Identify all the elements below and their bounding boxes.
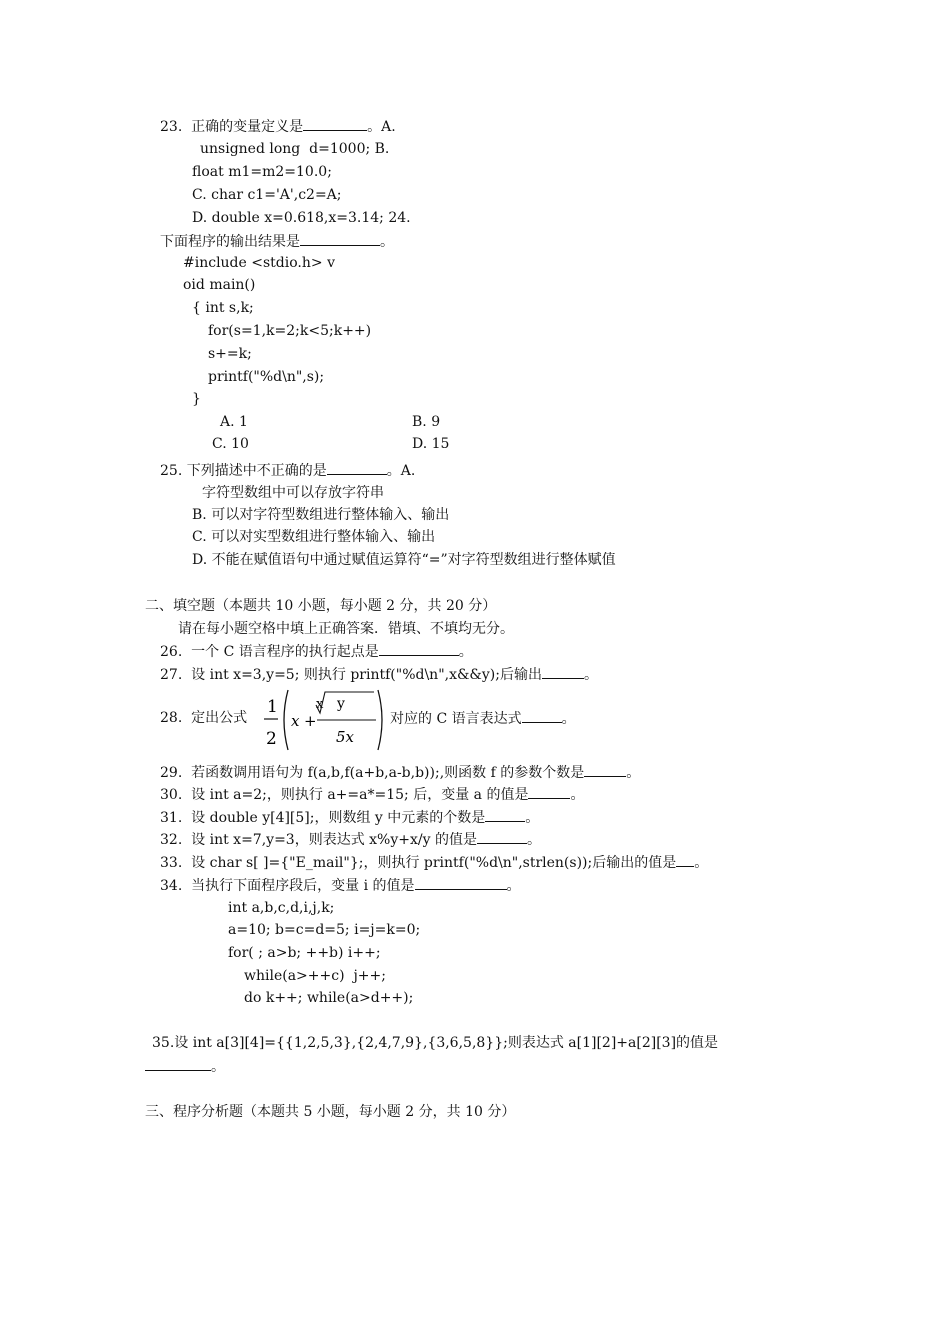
- q24-option-b: B. 9: [412, 414, 441, 430]
- q25-option-b: B. 可以对字符型数组进行整体输入、输出: [192, 507, 450, 523]
- formula-x: x: [291, 712, 300, 730]
- q23-option-c: C. char c1='A',c2=A;: [192, 187, 342, 203]
- answer-blank: [584, 762, 626, 777]
- q34-stem: 34. 当执行下面程序段后，变量 i 的值是 。: [160, 875, 521, 896]
- section-2-instructions: 请在每小题空格中填上正确答案．错填、不填均无分。: [178, 621, 514, 637]
- q24-option-d: D. 15: [412, 436, 450, 452]
- answer-blank: [145, 1056, 211, 1071]
- q24-option-c: C. 10: [212, 436, 249, 452]
- answer-blank: [528, 784, 570, 799]
- q34-code-line: for( ; a>b; ++b) i++;: [228, 945, 381, 961]
- q33: 33. 设 char s[ ]={"E_mail"};，则执行 printf("%d\n",strlen(s));后输出的值是 。: [160, 852, 708, 873]
- q34-code-line: do k++; while(a>d++);: [244, 990, 414, 1006]
- answer-blank: [300, 231, 380, 246]
- q30: 30. 设 int a=2;，则执行 a+=a*=15; 后，变量 a 的值是 。: [160, 784, 584, 805]
- q24-code-line: #include <stdio.h> v: [183, 255, 335, 271]
- q24-code-line: }: [192, 391, 201, 407]
- q23-stem: 23. 正确的变量定义是 。A.: [160, 116, 396, 137]
- answer-blank: [303, 116, 367, 131]
- q24-code-line: for(s=1,k=2;k<5;k++): [208, 323, 372, 339]
- q32: 32. 设 int x=7,y=3，则表达式 x%y+x/y 的值是 。: [160, 829, 541, 850]
- formula-root-index: x: [316, 697, 324, 712]
- answer-blank: [477, 829, 527, 844]
- q23-option-d: D. double x=0.618,x=3.14; 24.: [192, 210, 411, 226]
- q25-option-c: C. 可以对实型数组进行整体输入、输出: [192, 529, 436, 545]
- formula-plus: +: [304, 712, 317, 730]
- q34-code-line: a=10; b=c=d=5; i=j=k=0;: [228, 922, 421, 938]
- q24-code-line: printf("%d\n",s);: [208, 369, 325, 385]
- q35-stem: 35.设 int a[3][4]={{1,2,5,3},{2,4,7,9},{3,6,5,8}};则表达式 a[1][2]+a[2][3]的值是: [152, 1035, 719, 1051]
- formula-graphic: [262, 688, 386, 752]
- answer-blank: [415, 875, 507, 890]
- q29: 29. 若函数调用语句为 f(a,b,f(a+b,a-b,b));,则函数 f 的参数个数是 。: [160, 762, 640, 783]
- q24-code-line: s+=k;: [208, 346, 252, 362]
- q24-stem: 下面程序的输出结果是 。: [160, 231, 394, 252]
- formula-radicand: y: [337, 696, 345, 712]
- section-3-title: 三、程序分析题（本题共 5 小题，每小题 2 分，共 10 分）: [145, 1104, 516, 1120]
- q25-option-a: 字符型数组中可以存放字符串: [202, 485, 384, 501]
- formula-denominator: 2: [266, 729, 277, 749]
- answer-blank: [485, 807, 525, 822]
- q34-code-line: while(a>++c) j++;: [244, 968, 386, 984]
- q25-option-d: D. 不能在赋值语句中通过赋值运算符“=”对字符型数组进行整体赋值: [192, 552, 616, 568]
- q23-option-b: float m1=m2=10.0;: [192, 164, 332, 180]
- q31: 31. 设 double y[4][5];，则数组 y 中元素的个数是 。: [160, 807, 539, 828]
- q23-option-a: unsigned long d=1000; B.: [200, 141, 390, 157]
- q24-option-a: A. 1: [220, 414, 248, 430]
- answer-blank: [542, 664, 584, 679]
- formula-left-paren: [284, 690, 288, 750]
- section-2-title: 二、填空题（本题共 10 小题，每小题 2 分，共 20 分）: [145, 598, 497, 614]
- answer-blank: [522, 708, 562, 723]
- answer-blank: [379, 641, 459, 656]
- q28-lead: 28. 定出公式: [160, 710, 248, 726]
- q25-stem: 25. 下列描述中不正确的是 。A.: [160, 460, 415, 481]
- formula-inner-denominator: 5x: [336, 728, 355, 746]
- answer-blank: [327, 460, 387, 475]
- formula-right-paren: [378, 690, 382, 750]
- answer-blank: [676, 852, 694, 867]
- q35-answer: 。: [145, 1056, 225, 1077]
- q28-tail: 对应的 C 语言表达式 。: [390, 708, 576, 729]
- formula-numerator: 1: [267, 697, 278, 717]
- q24-code-line: oid main(): [183, 277, 256, 293]
- formula-root-sign: [316, 692, 374, 713]
- q24-code-line: { int s,k;: [192, 300, 254, 316]
- q26: 26. 一个 C 语言程序的执行起点是 。: [160, 641, 473, 662]
- q27: 27. 设 int x=3,y=5; 则执行 printf("%d\n",x&&y);后输出 。: [160, 664, 598, 685]
- q34-code-line: int a,b,c,d,i,j,k;: [228, 900, 335, 916]
